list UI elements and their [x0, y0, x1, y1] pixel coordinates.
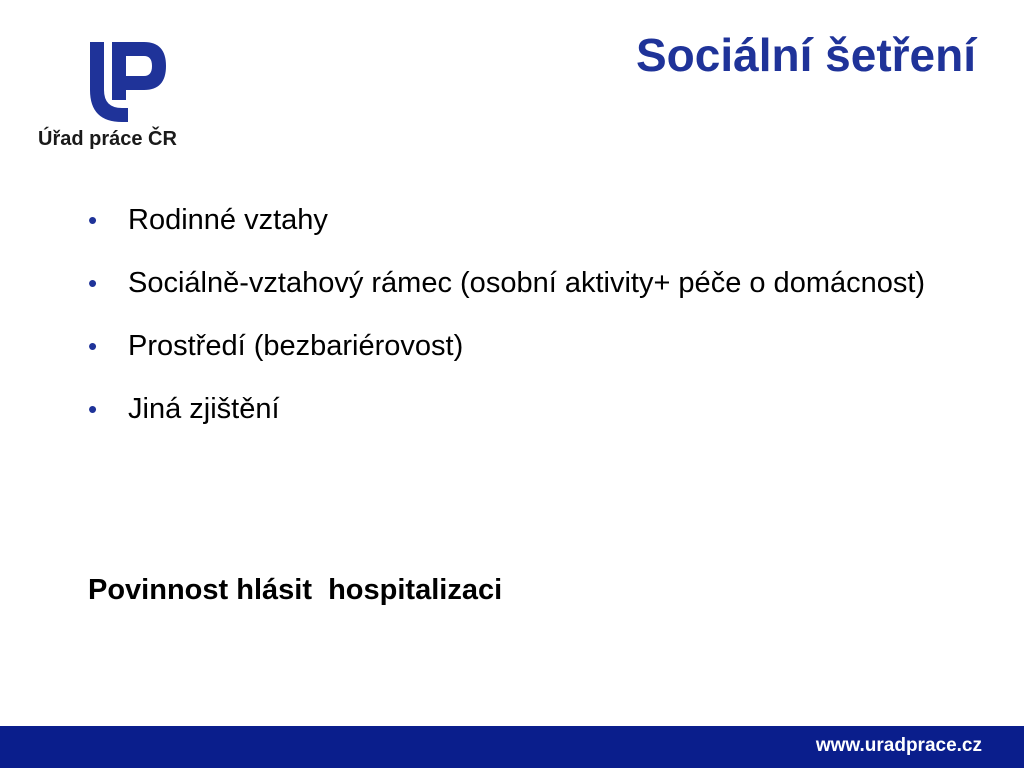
- logo-text: Úřad práce ČR: [38, 128, 177, 150]
- bullet-dot-icon: •: [88, 394, 98, 424]
- footer-bar: [0, 726, 1024, 768]
- urad-prace-logo-icon: [88, 40, 168, 124]
- bullet-item: [88, 200, 968, 240]
- bullet-text: Rodinné vztahy: [128, 204, 328, 236]
- bullet-dot-icon: •: [88, 331, 98, 361]
- bullet-text: Sociálně-vztahový rámec (osobní aktivity+ péče o domácnost): [128, 267, 926, 299]
- bullet-dot-icon: •: [88, 205, 98, 235]
- slide-title: Sociální šetření: [635, 29, 976, 81]
- bullet-item: [88, 263, 968, 303]
- bullet-text: Jiná zjištění: [128, 393, 280, 425]
- footer-url[interactable]: www.uradprace.cz: [815, 735, 982, 756]
- bullet-item: [88, 326, 968, 366]
- bullet-item: [88, 389, 968, 429]
- bullet-dot-icon: •: [88, 268, 98, 298]
- bullet-list: [88, 200, 968, 452]
- logo: [38, 40, 208, 156]
- footnote-text: Povinnost hlásit hospitalizaci: [88, 574, 503, 606]
- bullet-text: Prostředí (bezbariérovost): [128, 330, 464, 362]
